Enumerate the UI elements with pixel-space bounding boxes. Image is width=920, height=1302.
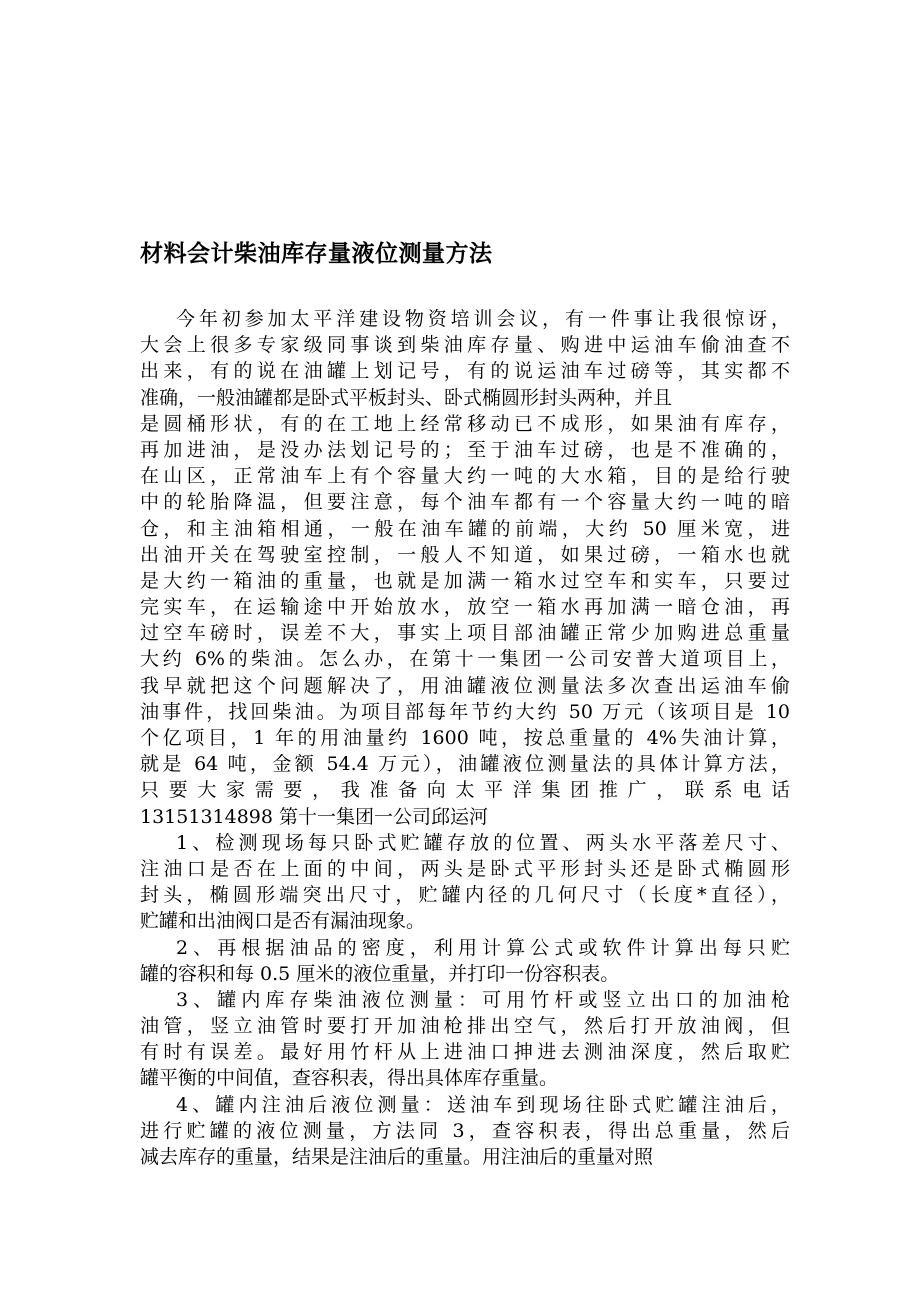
body-line: 进行贮罐的液位测量，方法同 3，查容积表，得出总重量，然后 (140, 1119, 790, 1142)
body-line: 大约 6%的柴油。怎么办，在第十一集团一公司安普大道项目上， (140, 648, 790, 671)
body-line: 减去库存的重量，结果是注油后的重量。用注油后的重量对照 (140, 1146, 654, 1168)
body-line: 再加进油，是没办法划记号的；至于油车过磅，也是不准确的， (140, 438, 790, 461)
document-title: 材料会计柴油库存量液位测量方法 (140, 241, 493, 267)
body-line: 是大约一箱油的重量，也就是加满一箱水过空车和实车，只要过 (140, 569, 790, 592)
body-line: 油事件，找回柴油。为项目部每年节约大约 50 万元（该项目是 10 (140, 700, 790, 723)
body-line: 罐平衡的中间值，查容积表，得出具体库存重量。 (140, 1067, 559, 1090)
body-line: 个亿项目，1 年的用油量约 1600 吨，按总重量的 4%失油计算， (140, 727, 790, 749)
document-body (140, 306, 790, 1170)
body-line: 完实车，在运输途中开始放水，放空一箱水再加满一暗仓油，再 (140, 596, 790, 619)
body-line: 在山区，正常油车上有个容量大约一吨的大水箱，目的是给行驶 (140, 465, 790, 488)
body-line: 准确，一般油罐都是卧式平板封头、卧式椭圆形封头两种，并且 (140, 386, 673, 409)
body-line: 注油口是否在上面的中间，两头是卧式平形封头还是卧式椭圆形 (140, 857, 790, 880)
body-line: 就是 64 吨，金额 54.4 万元），油罐液位测量法的具体计算方法， (140, 753, 790, 776)
body-line: 2、再根据油品的密度，利用计算公式或软件计算出每只贮 (176, 936, 790, 959)
body-line: 罐的容积和每 0.5 厘米的液位重量，并打印一份容积表。 (140, 962, 620, 985)
body-line: 大会上很多专家级同事谈到柴油库存量、购进中运油车偷油查不 (140, 334, 790, 357)
body-line: 1、检测现场每只卧式贮罐存放的位置、两头水平落差尺寸、 (176, 831, 790, 854)
body-line: 出油开关在驾驶室控制，一般人不知道，如果过磅，一箱水也就 (140, 543, 790, 566)
body-line: 3、罐内库存柴油液位测量：可用竹杆或竖立出口的加油枪 (176, 988, 790, 1011)
body-line: 封头，椭圆形端突出尺寸，贮罐内径的几何尺寸（长度*直径）， (140, 884, 790, 907)
body-line: 中的轮胎降温，但要注意，每个油车都有一个容量大约一吨的暗 (140, 491, 790, 514)
body-line: 今年初参加太平洋建设物资培训会议，有一件事让我很惊讶， (176, 308, 790, 330)
body-line: 过空车磅时，误差不大，事实上项目部油罐正常少加购进总重量 (140, 622, 790, 645)
body-line: 油管，竖立油管时要打开加油枪排出空气，然后打开放油阀，但 (140, 1015, 790, 1038)
body-line: 只要大家需要，我准备向太平洋集团推广，联系电话 (140, 779, 790, 802)
body-line: 出来，有的说在油罐上划记号，有的说运油车过磅等，其实都不 (140, 360, 790, 383)
body-line: 有时有误差。最好用竹杆从上进油口抻进去测油深度，然后取贮 (140, 1041, 790, 1064)
body-line: 13151314898 第十一集团一公司邱运河 (140, 805, 489, 828)
body-line: 贮罐和出油阀口是否有漏油现象。 (140, 910, 426, 933)
body-line: 我早就把这个问题解决了，用油罐液位测量法多次查出运油车偷 (140, 674, 790, 697)
body-line: 4、罐内注油后液位测量：送油车到现场往卧式贮罐注油后， (176, 1093, 790, 1116)
body-line: 是圆桶形状，有的在工地上经常移动已不成形，如果油有库存， (140, 412, 790, 435)
body-line: 仓，和主油箱相通，一般在油车罐的前端，大约 50 厘米宽，进 (140, 517, 790, 540)
